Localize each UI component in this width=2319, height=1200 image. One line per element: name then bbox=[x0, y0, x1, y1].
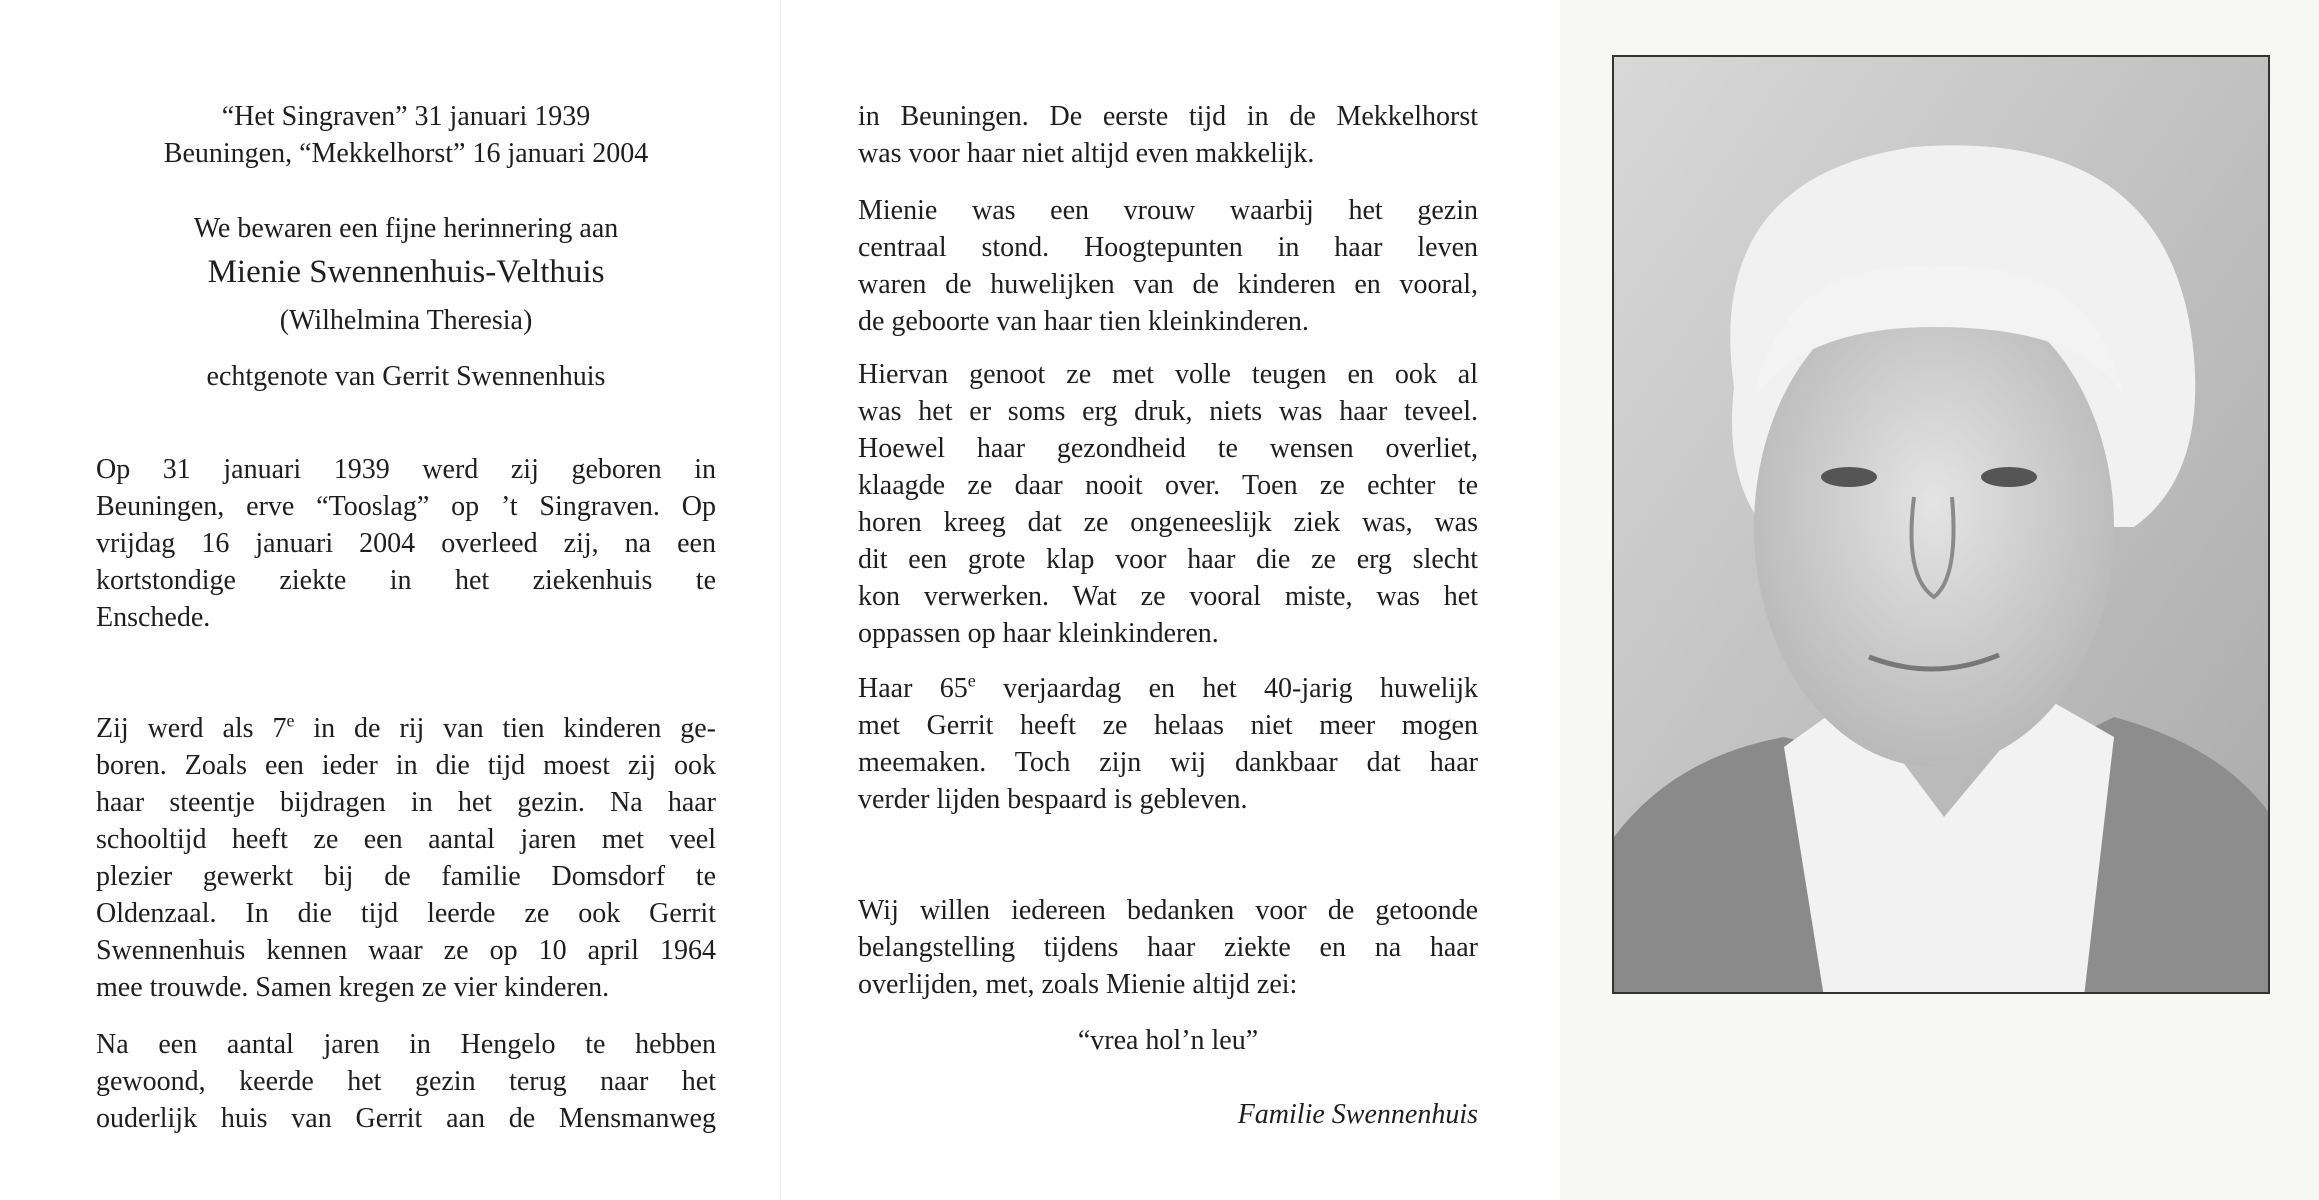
text-fragment: in de rij van tien kinderen ge- bbox=[294, 713, 716, 744]
paragraph-mekkelhorst bbox=[858, 98, 1478, 172]
paragraph-illness bbox=[858, 356, 1478, 652]
text-line: was voor haar niet altijd even makkelijk. bbox=[858, 138, 1315, 169]
text-line: waren de huwelijken van de kinderen en vooral, bbox=[858, 269, 1478, 300]
text-line: gewoond, keerde het gezin terug naar het bbox=[96, 1066, 716, 1097]
text-line: Op 31 januari 1939 werd zij geboren in bbox=[96, 454, 716, 485]
text-line: vrijdag 16 januari 2004 overleed zij, na een bbox=[96, 528, 716, 559]
text-line: plezier gewerkt bij de familie Domsdorf te bbox=[96, 861, 716, 892]
intro-text: We bewaren een fijne herinnering aan bbox=[193, 213, 619, 244]
text-line: met Gerrit heeft ze helaas niet meer mogen bbox=[858, 710, 1478, 741]
text-line: schooltijd heeft ze een aantal jaren met veel bbox=[96, 824, 716, 855]
paragraph-hengelo bbox=[96, 1026, 716, 1137]
text-fragment: Haar 65 bbox=[858, 673, 968, 704]
spouse-line: echtgenote van Gerrit Swennenhuis bbox=[206, 361, 606, 392]
text-line: Na een aantal jaren in Hengelo te hebben bbox=[96, 1029, 716, 1060]
paragraph-family bbox=[858, 192, 1478, 340]
portrait-image bbox=[1614, 57, 2270, 994]
text-line bbox=[96, 710, 716, 747]
text-line: Wij willen iedereen bedanken voor de getoonde bbox=[858, 895, 1478, 926]
text-line: dit een grote klap voor haar die ze erg slecht bbox=[858, 544, 1478, 575]
text-line: Oldenzaal. In die tijd leerde ze ook Gerrit bbox=[96, 898, 716, 929]
fold-line bbox=[780, 0, 781, 1200]
dates-header bbox=[96, 98, 716, 172]
text-line: was het er soms erg druk, niets was haar teveel. bbox=[858, 396, 1478, 427]
text-line: mee trouwde. Samen kregen ze vier kinderen. bbox=[96, 972, 610, 1003]
deceased-name: Mienie Swennenhuis-Velthuis bbox=[207, 254, 605, 290]
text-fragment: Zij werd als 7 bbox=[96, 713, 287, 744]
text-line: kon verwerken. Wat ze vooral miste, was het bbox=[858, 581, 1478, 612]
ordinal-superscript: e bbox=[286, 710, 295, 731]
ordinal-superscript: e bbox=[967, 670, 976, 691]
signature: Familie Swennenhuis bbox=[1237, 1099, 1478, 1130]
text-line: oppassen op haar kleinkinderen. bbox=[858, 618, 1219, 649]
text-line: Enschede. bbox=[96, 602, 211, 633]
text-fragment: verjaardag en het 40-jarig huwelijk bbox=[975, 673, 1478, 704]
text-line: de geboorte van haar tien kleinkinderen. bbox=[858, 306, 1309, 337]
text-line: horen kreeg dat ze ongeneeslijk ziek was, was bbox=[858, 507, 1478, 538]
text-line: verder lijden bespaard is gebleven. bbox=[858, 784, 1248, 815]
text-line: ouderlijk huis van Gerrit aan de Mensmanweg bbox=[96, 1103, 716, 1134]
text-line: Hiervan genoot ze met volle teugen en ook al bbox=[858, 359, 1478, 390]
portrait-photo bbox=[1612, 55, 2270, 994]
death-line: Beuningen, “Mekkelhorst” 16 januari 2004 bbox=[163, 138, 649, 169]
text-line: in Beuningen. De eerste tijd in de Mekkelhorst bbox=[858, 101, 1478, 132]
quote: “vrea hol’n leu” bbox=[1077, 1025, 1259, 1056]
given-names: (Wilhelmina Theresia) bbox=[279, 305, 533, 336]
text-line: belangstelling tijdens haar ziekte en na haar bbox=[858, 932, 1478, 963]
paragraph-youth bbox=[96, 710, 716, 1006]
text-line bbox=[858, 670, 1478, 707]
text-line: meemaken. Toch zijn wij dankbaar dat haar bbox=[858, 747, 1478, 778]
text-line: overlijden, met, zoals Mienie altijd zei: bbox=[858, 969, 1298, 1000]
text-line: Hoewel haar gezondheid te wensen overliet, bbox=[858, 433, 1478, 464]
text-line: kortstondige ziekte in het ziekenhuis te bbox=[96, 565, 716, 596]
text-line: Mienie was een vrouw waarbij het gezin bbox=[858, 195, 1478, 226]
paragraph-thanks bbox=[858, 892, 1478, 1003]
text-line: klaagde ze daar nooit over. Toen ze echter te bbox=[858, 470, 1478, 501]
birth-line: “Het Singraven” 31 januari 1939 bbox=[221, 101, 591, 132]
text-line: centraal stond. Hoogtepunten in haar leven bbox=[858, 232, 1478, 263]
text-line: Beuningen, erve “Tooslag” op ’t Singraven. Op bbox=[96, 491, 716, 522]
paragraph-birth-death bbox=[96, 451, 716, 636]
text-line: haar steentje bijdragen in het gezin. Na haar bbox=[96, 787, 716, 818]
text-line: Swennenhuis kennen waar ze op 10 april 1964 bbox=[96, 935, 716, 966]
paragraph-anniversary bbox=[858, 670, 1478, 818]
text-line: boren. Zoals een ieder in die tijd moest zij ook bbox=[96, 750, 716, 781]
